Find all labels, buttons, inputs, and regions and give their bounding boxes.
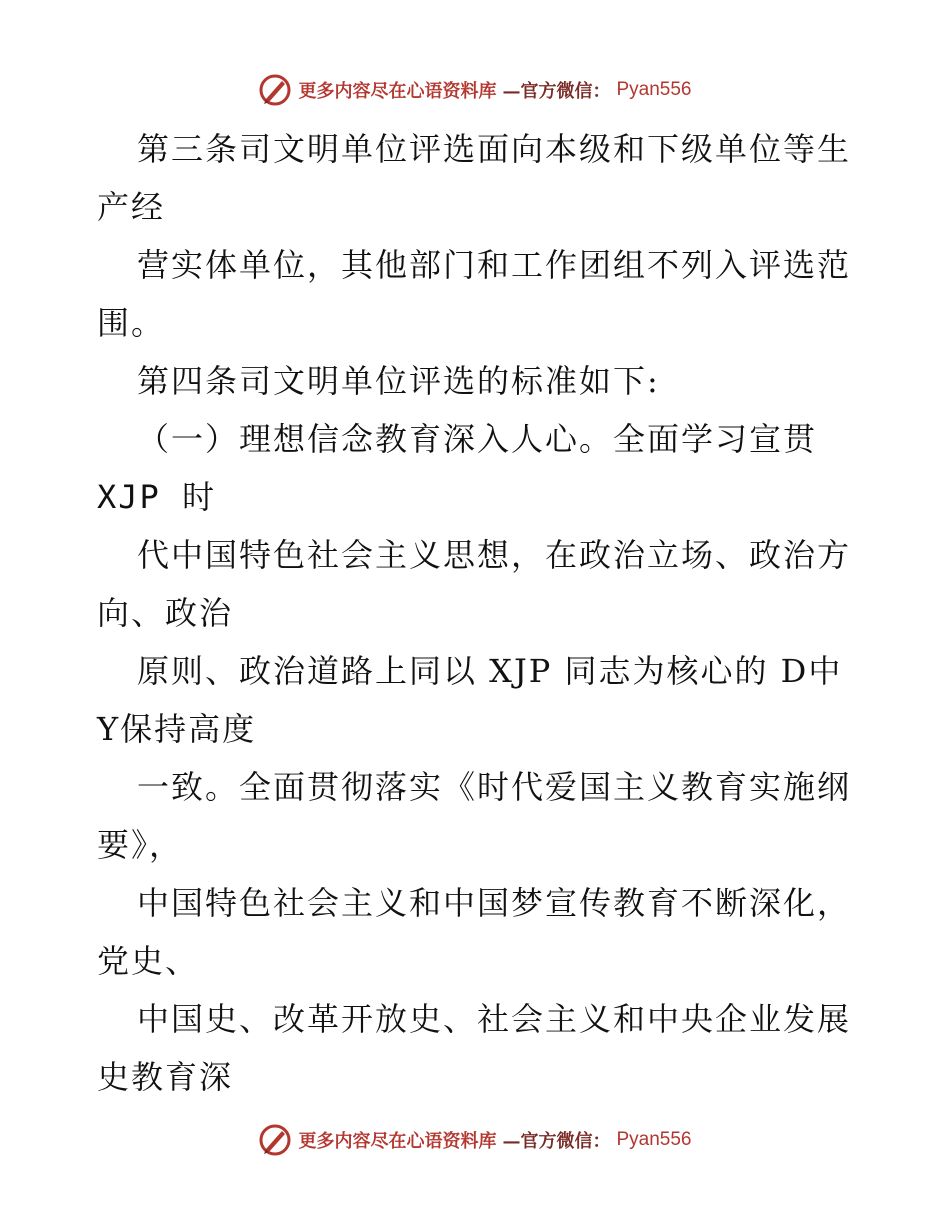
text-line: XJP 时 xyxy=(97,478,217,516)
banner-separator-text: —官方微信： xyxy=(502,81,611,102)
text-line: 史教育深 xyxy=(97,1058,234,1096)
text-line: 党史、 xyxy=(97,942,200,980)
banner-main-text: 更多内容尽在心语资料库 xyxy=(298,81,497,102)
header-banner xyxy=(0,70,950,110)
banner-wechat-id: Pyan556 xyxy=(616,1129,692,1150)
banner-main-text: 更多内容尽在心语资料库 xyxy=(298,1131,497,1152)
banner-separator-text: —官方微信： xyxy=(502,1131,611,1152)
pen-circle-logo-icon xyxy=(258,73,292,107)
text-line: （一）理想信念教育深入人心。全面学习宣贯 xyxy=(137,420,818,458)
pen-circle-logo-icon xyxy=(258,1123,292,1157)
text-line: 原则、政治道路上同以 XJP 同志为核心的 D中 xyxy=(137,652,843,690)
text-line: 第四条司文明单位评选的标准如下: xyxy=(137,362,660,400)
text-line: 代中国特色社会主义思想，在政治立场、政治方 xyxy=(137,536,852,574)
text-line: 一致。全面贯彻落实《时代爱国主义教育实施纲 xyxy=(137,768,852,806)
text-line: 中国特色社会主义和中国梦宣传教育不断深化， xyxy=(137,884,852,922)
text-line: 营实体单位，其他部门和工作团组不列入评选范 xyxy=(137,246,852,284)
banner-wechat-id: Pyan556 xyxy=(616,79,692,100)
text-line: Y保持高度 xyxy=(97,710,257,748)
text-line: 第三条司文明单位评选面向本级和下级单位等生 xyxy=(137,130,852,168)
document-body xyxy=(97,120,857,1106)
text-line: 围。 xyxy=(97,304,166,342)
text-line: 产经 xyxy=(97,188,166,226)
text-line: 中国史、改革开放史、社会主义和中央企业发展 xyxy=(137,1000,852,1038)
footer-banner xyxy=(0,1120,950,1160)
text-line: 要》， xyxy=(97,826,184,864)
text-line: 向、政治 xyxy=(97,594,234,632)
